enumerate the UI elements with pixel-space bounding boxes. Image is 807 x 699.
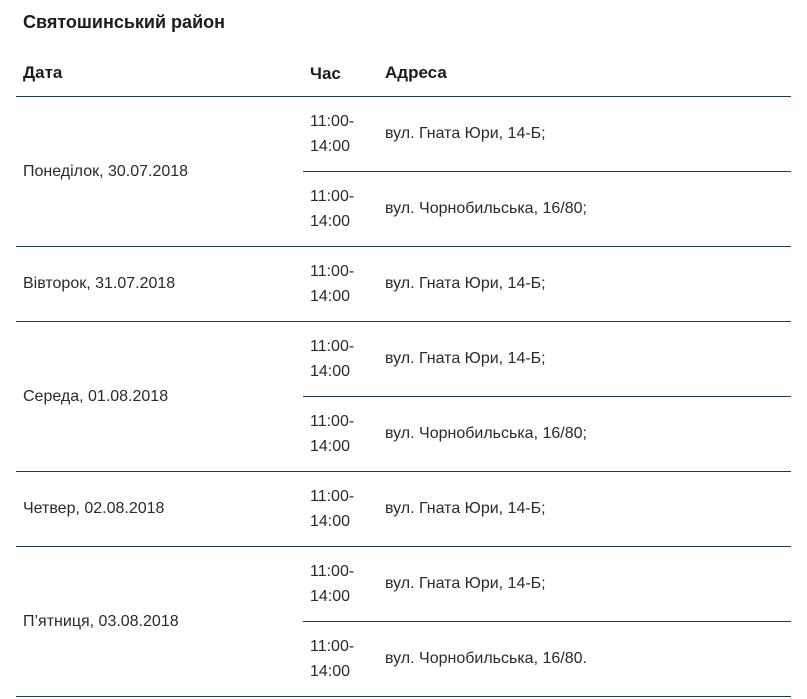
slot-address: вул. Чорнобильська, 16/80; — [378, 397, 791, 472]
schedule-body — [16, 97, 791, 697]
header-time: Час — [303, 50, 378, 97]
slot-time-end: 14:00 — [310, 138, 351, 155]
slot-address: вул. Гната Юри, 14-Б; — [378, 97, 791, 172]
slot-time-end: 14:00 — [310, 213, 351, 230]
slot-time-start: 11:00- — [310, 338, 355, 355]
day-date: Понеділок, 30.07.2018 — [16, 97, 303, 247]
slot-time — [303, 547, 378, 622]
district-title: Святошинський район — [23, 12, 225, 32]
slot-time-start: 11:00- — [310, 638, 355, 655]
slot-time — [303, 97, 378, 172]
day-date: Четвер, 02.08.2018 — [16, 472, 303, 547]
slot-address: вул. Чорнобильська, 16/80. — [378, 622, 791, 697]
table-row — [16, 472, 791, 547]
slot-address: вул. Гната Юри, 14-Б; — [378, 247, 791, 322]
header-address: Адреса — [378, 50, 791, 97]
slot-time — [303, 397, 378, 472]
table-row — [16, 547, 791, 622]
slot-time — [303, 172, 378, 247]
table-header-row — [16, 50, 791, 97]
slot-time — [303, 322, 378, 397]
table-row — [16, 97, 791, 172]
slot-time-end: 14:00 — [310, 588, 351, 605]
table-row — [16, 322, 791, 397]
slot-time — [303, 247, 378, 322]
slot-time-end: 14:00 — [310, 663, 351, 680]
slot-address: вул. Гната Юри, 14-Б; — [378, 547, 791, 622]
slot-time-end: 14:00 — [310, 288, 351, 305]
table-row — [16, 247, 791, 322]
slot-time-end: 14:00 — [310, 513, 351, 530]
slot-time-start: 11:00- — [310, 488, 355, 505]
slot-address: вул. Гната Юри, 14-Б; — [378, 322, 791, 397]
day-date: Вівторок, 31.07.2018 — [16, 247, 303, 322]
schedule-table — [16, 50, 791, 697]
slot-time-start: 11:00- — [310, 188, 355, 205]
slot-time-end: 14:00 — [310, 438, 351, 455]
slot-time-start: 11:00- — [310, 413, 355, 430]
slot-address: вул. Гната Юри, 14-Б; — [378, 472, 791, 547]
slot-time-end: 14:00 — [310, 363, 351, 380]
slot-time — [303, 472, 378, 547]
header-date: Дата — [16, 50, 303, 97]
slot-time-start: 11:00- — [310, 263, 355, 280]
slot-time — [303, 622, 378, 697]
slot-address: вул. Чорнобильська, 16/80; — [378, 172, 791, 247]
day-date: П’ятниця, 03.08.2018 — [16, 547, 303, 697]
slot-time-start: 11:00- — [310, 563, 355, 580]
slot-time-start: 11:00- — [310, 113, 355, 130]
day-date: Середа, 01.08.2018 — [16, 322, 303, 472]
